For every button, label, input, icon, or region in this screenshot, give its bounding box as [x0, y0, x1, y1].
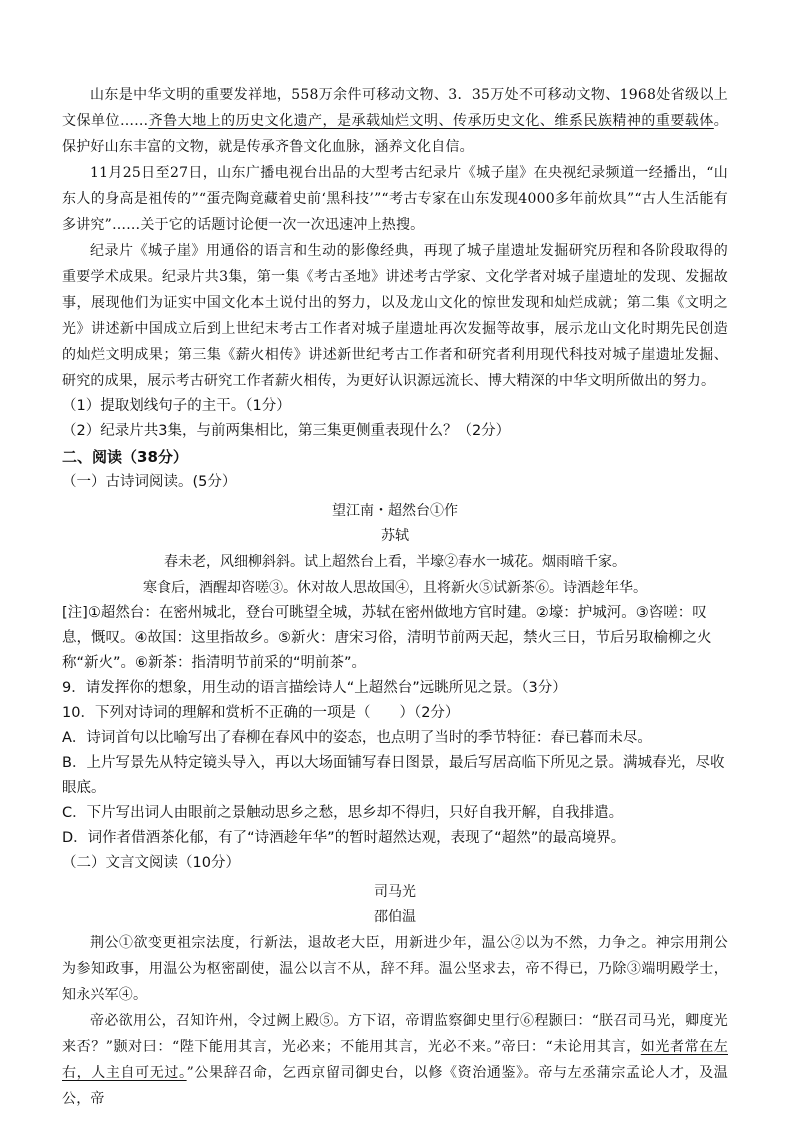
option-a: A．诗词首句以比喻写出了春柳在春风中的姿态，也点明了当时的季节特征：春已暮而未尽。	[62, 730, 652, 746]
prose-paragraph-1: 荆公①欲变更祖宗法度，行新法，退故老大臣，用新进少年，温公②以为不然，力争之。神宗用荆公为参知政事，用温公为枢密副使，温公以言不从，辞不拜。温公坚求去，帝不得已，乃除③端明殿学士，知永兴军④。	[62, 935, 728, 1003]
prose-text: ”公果辞召命，乞西京留司御史台，以修《资治通鉴》。帝与左丞蒲宗孟论人才，及温公，帝	[62, 1065, 728, 1107]
prose-title: 司马光	[374, 884, 416, 900]
poem-notes: [注]①超然台：在密州城北，登台可眺望全城，苏轼在密州做地方官时建。②壕：护城河。③咨嗟：叹息，慨叹。④故国：这里指故乡。⑤新火：唐宋习俗，清明节前两天起，禁火三日，节后另取榆柳之火称“新火”。⑥新茶：指清明节前采的“明前茶”。	[62, 605, 712, 671]
option-d: D．词作者借酒茶化郁，有了“诗酒趁年华”的暂时超然达观，表现了“超然”的最高境界。	[62, 830, 626, 846]
poem-title: 望江南・超然台①作	[332, 503, 458, 519]
question-9: 9．请发挥你的想象，用生动的语言描绘诗人“上超然台”远眺所见之景。（3分）	[62, 680, 567, 696]
underlined-sentence: 如光者常在左右，人主自可无过。	[62, 1039, 728, 1081]
passage-text: 。保护好山东丰富的文物，就是传承齐鲁文化血脉，涵养文化自信。	[62, 113, 728, 155]
poem-line-2: 寒食后，酒醒却咨嗟③。休对故人思故国④，且将新火⑤试新茶⑥。诗酒趁年华。	[143, 580, 647, 596]
passage-text: 山东是中华文明的重要发祥地，558万余件可移动文物、3．35万处不可移动文物、1968处省级以上文保单位……	[62, 87, 728, 129]
underlined-sentence: 齐鲁大地上的历史文化遗产，是承载灿烂文明、传承历史文化、维系民族精神的重要载体	[148, 113, 714, 129]
question-2: （2）纪录片共3集，与前两集相比，第三集更侧重表现什么？（2分）	[62, 423, 511, 439]
passage-paragraph-2: 11月25日至27日，山东广播电视台出品的大型考古纪录片《城子崖》在央视纪录频道一经播出，“山东人的身高是祖传的”“蛋壳陶竟藏着史前‘黑科技’”“考古专家在山东发现4000多年前炊具”“古人生活能有多讲究”……关于它的话题讨论便一次一次迅速冲上热搜。	[62, 165, 728, 233]
passage-paragraph-1	[62, 82, 728, 160]
prose-text: 帝必欲用公，召知许州，令过阙上殿⑤。方下诏，帝谓监察御史里行⑥程颢曰：“朕召司马光，卿度光来否？”颢对曰：“陛下能用其言，光必来；不能用其言，光必不来。”帝曰：“未论用其言，	[62, 1013, 728, 1055]
poem-author: 苏轼	[381, 528, 409, 544]
section-heading-reading: 二、阅读（38分）	[62, 448, 188, 466]
question-10: 10．下列对诗词的理解和赏析不正确的一项是（ ）（2分）	[62, 705, 460, 721]
poem-line-1: 春未老，风细柳斜斜。试上超然台上看，半壕②春水一城花。烟雨暗千家。	[164, 554, 626, 570]
passage-paragraph-3: 纪录片《城子崖》用通俗的语言和生动的影像经典，再现了城子崖遗址发掘研究历程和各阶段取得的重要学术成果。纪录片共3集，第一集《考古圣地》讲述考古学家、文化学者对城子崖遗址的发现、发掘故事，展现他们为证实中国文化本土说付出的努力，以及龙山文化的惊世发现和灿烂成就；第二集《文明之光》讲述新中国成立后到上世纪末考古工作者对城子崖遗址再次发掘等故事，展示龙山文化时期先民创造的灿烂文明成果；第三集《薪火相传》讲述新世纪考古工作者和研究者利用现代科技对城子崖遗址发掘、研究的成果，展示考古研究工作者薪火相传，为更好认识源远流长、博大精深的中华文明所做出的努力。	[62, 243, 728, 389]
prose-paragraph-2	[62, 1008, 728, 1112]
option-c: C．下片写出词人由眼前之景触动思乡之愁，思乡却不得归，只好自我开解，自我排遣。	[62, 805, 624, 821]
option-b: B．上片写景先从特定镜头导入，再以大场面铺写春日图景，最后写居高临下所见之景。满城春光，尽收眼底。	[62, 755, 725, 796]
question-1: （1）提取划线句子的主干。（1分）	[62, 398, 291, 414]
subsection-poetry: （一）古诗词阅读。(5分）	[62, 474, 237, 490]
subsection-classical-prose: （二）文言文阅读（10分）	[62, 855, 240, 871]
prose-author: 邵伯温	[374, 909, 416, 925]
